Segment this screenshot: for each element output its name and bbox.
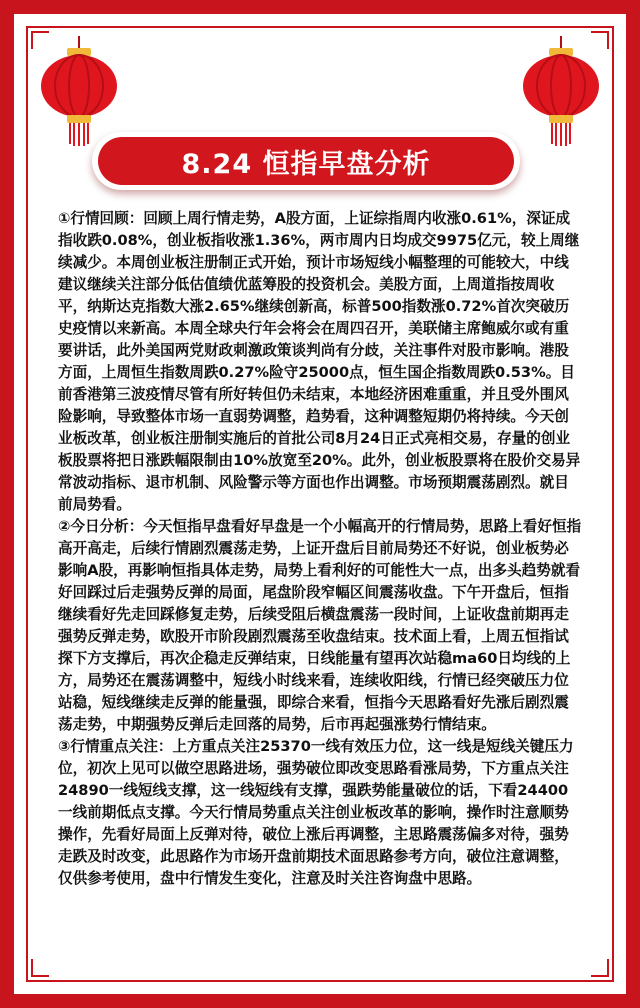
section-market-review: ①行情回顾：回顾上周行情走势，A股方面，上证综指周内收涨0.61%，深证成指收跌0.08%，创业板指收涨1.36%，两市周内日均成交9975亿元，较上周继续减少。本周创业板注册制正式开始，预计市场短线小幅整理的可能较大，中线建议继续关注部分低估值绩优蓝筹股的投资机会。美股方面，上周道指按周收平，纳斯达克指数大涨2.65%继续创新高，标普500指数涨0.72%首次突破历史疫情以来新高。本周全球央行年会将会在周四召开，美联储主席鲍威尔或有重要讲话，此外美国两党财政刺激政策谈判尚有分歧，关注事件对股市影响。港股方面，上周恒生指数周跌0.27%险守25000点，恒生国企指数周跌0.53%。目前香港第三波疫情尽管有所好转但仍未结束，本地经济困难重重，并且受外围风险影响，导致整体市场一直弱势调整，趋势看，这种调整短期仍将持续。今天创业板改革，创业板注册制实施后的首批公司8月24日正式亮相交易，存量的创业板股票将把日涨跌幅限制由10%放宽至20%。此外，创业板股票将在股价交易异常波动指标、退市机制、风险警示等方面也作出调整。市场预期震荡剧烈。就目前局势看。 [58, 210, 581, 513]
title-banner [92, 132, 520, 190]
frame-corner [591, 959, 609, 977]
analysis-body [58, 208, 582, 890]
frame-corner [31, 959, 49, 977]
section-today-analysis: ②今日分析：今天恒指早盘看好早盘是一个小幅高开的行情局势，思路上看好恒指高开高走，后续行情剧烈震荡走势，上证开盘后目前局势还不好说，创业板势必影响A股，再影响恒指具体走势，局势上看利好的可能性大一点，出多头趋势就看好回踩过后走强势反弹的局面，尾盘阶段窄幅区间震荡收盘。下午开盘后，恒指继续看好先走回踩修复走势，后续受阻后横盘震荡一段时间，上证收盘前期再走强势反弹走势，欧股开市阶段剧烈震荡至收盘结束。技术面上看，上周五恒指试探下方支撑后，再次企稳走反弹结束，日线能量有望再次站稳ma60日均线的上方，局势还在震荡调整中，短线小时线来看，连续收阳线，行情已经突破压力位站稳，短线继续走反弹的能量强，即综合来看，恒指今天思路看好先涨后剧烈震荡走势，中期强势反弹后走回落的局势，后市再起强涨势行情结束。 [58, 518, 582, 733]
lantern-icon [516, 36, 606, 146]
lantern-icon [34, 36, 124, 146]
section-key-levels: ③行情重点关注：上方重点关注25370一线有效压力位，这一线是短线关键压力位，初次上见可以做空思路进场，强势破位即改变思路看涨局势，下方重点关注24890一线短线支撑，这一线短线有支撑，强跌势能量破位的话，下看24400一线前期低点支撑。今天行情局势重点关注创业板改革的影响，操作时注意顺势操作，先看好局面上反弹对待，破位上涨后再调整，主思路震荡偏多对待，强势走跌及时改变，此思路作为市场开盘前期技术面思路参考方向，破位注意调整，仅供参考使用，盘中行情发生变化，注意及时关注咨询盘中思路。 [58, 738, 574, 887]
page-title: 8.24 恒指早盘分析 [98, 137, 514, 185]
